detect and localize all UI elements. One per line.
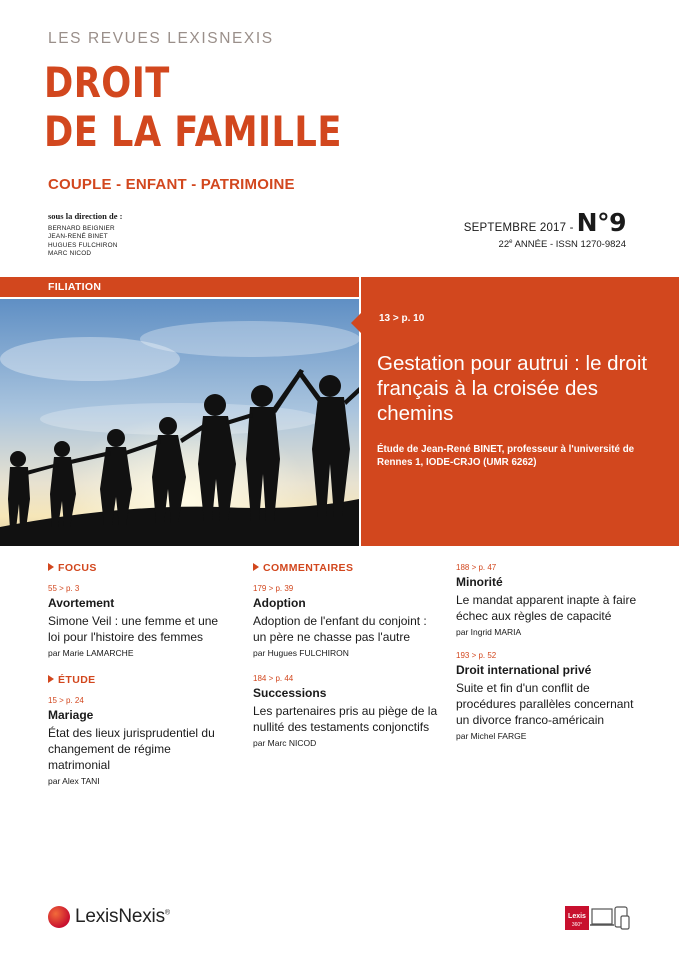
entry-text: État des lieux jurisprudentiel du changement de régime matrimonial — [48, 726, 215, 772]
section-heading-etude — [48, 674, 233, 686]
lexisnexis-logo — [48, 906, 170, 928]
column-commentaires-continued — [456, 563, 641, 753]
director-name: JEAN-RENÉ BINET — [48, 233, 108, 241]
entry-ref: 193 > p. 52 — [456, 651, 497, 660]
entry-author: par Hugues FULCHIRON — [253, 648, 349, 658]
column-commentaires — [253, 562, 438, 760]
issue-year-issn: ANNÉE - ISSN 1270-9824 — [512, 239, 626, 251]
section-heading-commentaires — [253, 562, 438, 574]
toc-entry[interactable] — [48, 584, 233, 658]
feature-panel — [361, 277, 679, 546]
rubric-bar — [0, 277, 359, 297]
toc-entry[interactable] — [253, 674, 438, 748]
feature-band — [0, 277, 679, 546]
issue-meta — [464, 239, 626, 250]
brand-name — [75, 906, 170, 928]
rubric-label: FILIATION — [48, 281, 102, 293]
badge-text-line-1: Lexis — [568, 913, 586, 920]
entry-ref: 15 > p. 24 — [48, 696, 84, 705]
entry-ref: 55 > p. 3 — [48, 584, 80, 593]
entry-title: Mariage — [48, 708, 94, 722]
toc-entry[interactable] — [48, 696, 233, 786]
feature-notch — [351, 313, 361, 333]
issue-info — [464, 208, 626, 250]
cover-photo — [0, 299, 359, 546]
director-name: BERNARD BEIGNIER — [48, 225, 115, 232]
director-name: HUGUES FULCHIRON — [48, 241, 118, 249]
entry-text: Adoption de l'enfant du conjoint : un père ne chasse pas l'autre — [253, 614, 427, 644]
issue-line — [464, 208, 626, 237]
feature-ref: 13 > p. 10 — [379, 313, 425, 324]
entry-title: Avortement — [48, 596, 115, 610]
feature-author: Étude de Jean-René BINET, professeur à l'université de Rennes 1, IODE-CRJO (UMR 6262) — [377, 444, 635, 468]
devices-icon — [565, 904, 631, 932]
section-label: ÉTUDE — [58, 674, 96, 686]
entry-author: par Alex TANI — [48, 776, 100, 786]
lexisnexis-mark-icon — [48, 906, 70, 928]
section-label: COMMENTAIRES — [263, 562, 354, 574]
family-silhouette-photo — [0, 299, 359, 546]
issue-number: N°9 — [576, 208, 626, 237]
entry-text: Simone Veil : une femme et une loi pour l'histoire des femmes — [48, 614, 219, 644]
badge-text-line-2: 360° — [571, 922, 583, 928]
entry-title: Successions — [253, 686, 327, 700]
toc-entry[interactable] — [253, 584, 438, 658]
entry-author: par Michel FARGE — [456, 731, 527, 741]
section-label: FOCUS — [58, 562, 97, 574]
entry-title: Minorité — [456, 575, 503, 589]
triangle-right-icon — [253, 563, 259, 571]
title-line-2: DE LA FAMILLE — [44, 107, 342, 156]
journal-subtitle: COUPLE - ENFANT - PATRIMOINE — [48, 176, 295, 193]
journal-title — [44, 58, 342, 156]
title-line-1: DROIT — [44, 58, 170, 107]
entry-author: par Ingrid MARIA — [456, 627, 522, 637]
entry-ref: 184 > p. 44 — [253, 674, 294, 683]
director-name: MARC NICOD — [48, 249, 92, 257]
issue-year-number: 22 — [498, 239, 510, 251]
toc-entry[interactable] — [456, 563, 641, 637]
toc-entry[interactable] — [456, 651, 641, 741]
direction-label: sous la direction de : — [48, 211, 123, 221]
entry-author: par Marie LAMARCHE — [48, 648, 134, 658]
entry-text: Suite et fin d'un conflit de procédures parallèles concernant un divorce franco-américain — [456, 681, 634, 727]
entry-title: Droit international privé — [456, 663, 592, 677]
brand-registered-mark: ® — [164, 909, 170, 917]
section-heading-focus — [48, 562, 233, 574]
brand-text: LexisNexis — [75, 906, 165, 927]
entry-ref: 179 > p. 39 — [253, 584, 294, 593]
triangle-right-icon — [48, 675, 54, 683]
editorial-direction — [48, 211, 122, 258]
entry-ref: 188 > p. 47 — [456, 563, 497, 572]
digital-access-badge — [565, 904, 631, 937]
issue-year-suffix: e — [509, 239, 513, 245]
issue-date: SEPTEMBRE 2017 - — [463, 222, 574, 234]
column-focus-etude — [48, 562, 233, 798]
entry-text: Les partenaires pris au piège de la nullité des testaments conjonctifs — [253, 704, 438, 734]
feature-title: Gestation pour autrui : le droit français à la croisée des chemins — [377, 352, 648, 425]
entry-text: Le mandat apparent inapte à faire échec aux règles de capacité — [456, 593, 637, 623]
entry-title: Adoption — [253, 596, 306, 610]
triangle-right-icon — [48, 563, 54, 571]
series-name: LES REVUES LEXISNEXIS — [48, 30, 274, 47]
entry-author: par Marc NICOD — [253, 738, 317, 748]
